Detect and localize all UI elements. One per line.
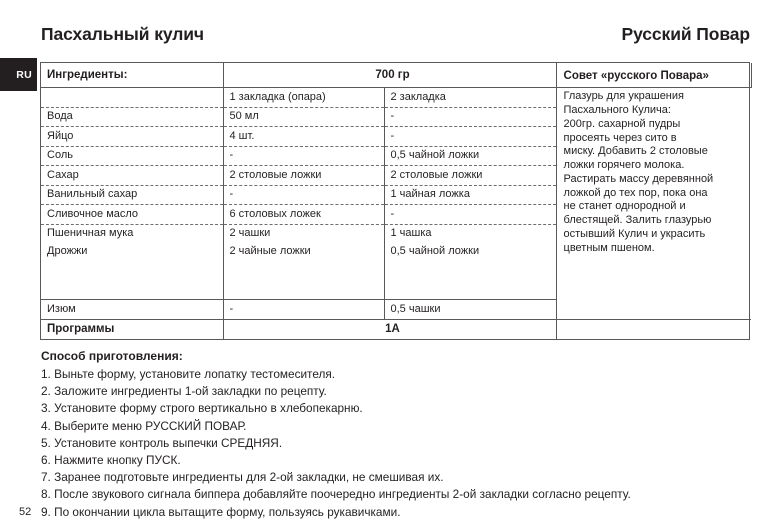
- language-tab-ru[interactable]: [0, 58, 37, 91]
- row-batch2: -: [384, 205, 556, 224]
- tip-line: остывший Кулич и украсить: [563, 227, 706, 240]
- row-name: Вода: [41, 107, 223, 126]
- row-name: Яйцо: [41, 127, 223, 146]
- spacer-cell: [41, 262, 223, 300]
- row-batch2: -: [384, 107, 556, 126]
- row-batch1: 2 чашки: [223, 224, 384, 243]
- spacer-cell: [223, 262, 384, 300]
- row-batch2: 1 чайная ложка: [384, 185, 556, 204]
- row-batch2: 1 чашка: [384, 224, 556, 243]
- tip-line: просеять через сито в: [563, 131, 677, 144]
- row-batch1: 6 столовых ложек: [223, 205, 384, 224]
- row-name: Сахар: [41, 166, 223, 185]
- subheader-ingredients: [41, 88, 223, 107]
- header-ingredients: Ингредиенты:: [41, 63, 223, 88]
- subheader-batch1: 1 закладка (опара): [223, 88, 384, 107]
- tip-line: миску. Добавить 2 столовые: [563, 145, 708, 158]
- row-batch1: -: [223, 185, 384, 204]
- table-row-program: [41, 319, 751, 339]
- instruction-step: 7. Заранее подготовьте ингредиенты для 2-ой закладки, не смешивая их.: [41, 470, 444, 485]
- program-label: Программы: [41, 319, 223, 339]
- spacer-cell: [384, 262, 556, 300]
- table-row-raisin: [41, 300, 751, 319]
- tip-line: ложки горячего молока.: [563, 159, 685, 171]
- instructions-section: [41, 349, 761, 521]
- page-number: 52: [19, 506, 32, 518]
- row-name: Сливочное масло: [41, 205, 223, 224]
- instructions-list: [41, 366, 761, 521]
- program-value: 1А: [223, 319, 556, 339]
- instruction-step: 5. Установите контроль выпечки СРЕДНЯЯ.: [41, 435, 283, 450]
- instruction-step: 3. Установите форму строго вертикально в хлебопекарню.: [41, 401, 363, 416]
- tip-empty-cell-2: [556, 319, 751, 339]
- row-batch1: 50 мл: [223, 107, 384, 126]
- row-batch2: 0,5 чашки: [384, 300, 556, 319]
- row-name: Пшеничная мука: [41, 224, 223, 243]
- brand-title: Русский Повар: [621, 24, 750, 44]
- row-batch1: -: [223, 300, 384, 319]
- instruction-step: 4. Выберите меню РУССКИЙ ПОВАР.: [41, 418, 247, 433]
- page-title: Пасхальный кулич: [41, 24, 204, 44]
- tip-line: цветным пшеном.: [563, 241, 655, 254]
- tip-line: не станет однородной и: [563, 200, 686, 213]
- instruction-step: 9. По окончании цикла вытащите форму, пользуясь рукавичками.: [41, 504, 401, 519]
- tip-line: Пасхального Кулича:: [563, 104, 671, 116]
- row-batch1: -: [223, 146, 384, 165]
- table-header-row: [41, 63, 751, 88]
- tip-line: Глазурь для украшения: [563, 90, 684, 103]
- instructions-heading: Способ приготовления:: [41, 349, 183, 363]
- row-batch2: 0,5 чайной ложки: [384, 146, 556, 165]
- header-weight: 700 гр: [223, 63, 556, 88]
- page-header: [0, 0, 784, 58]
- tip-line: 200гр. сахарной пудры: [563, 117, 681, 130]
- row-name: Изюм: [41, 300, 223, 319]
- tip-line: блестящей. Залить глазурью: [563, 214, 712, 226]
- tip-empty-cell: [556, 300, 751, 319]
- row-batch1: 2 столовые ложки: [223, 166, 384, 185]
- row-name: Ванильный сахар: [41, 185, 223, 204]
- ingredients-table: [40, 62, 750, 340]
- row-batch1: 2 чайные ложки: [223, 243, 384, 261]
- tip-cell: [556, 88, 751, 300]
- row-batch1: 4 шт.: [223, 127, 384, 146]
- language-tab-label: RU: [16, 68, 32, 81]
- instruction-step: 1. Выньте форму, установите лопатку тестомесителя.: [41, 367, 336, 381]
- row-name: Соль: [41, 146, 223, 165]
- row-batch2: 2 столовые ложки: [384, 166, 556, 185]
- row-batch2: -: [384, 127, 556, 146]
- instruction-step: 8. После звукового сигнала биппера добавляйте поочередно ингредиенты 2-ой закладки согласно рецепту.: [41, 487, 631, 502]
- header-tip: Совет «русского Повара»: [556, 63, 751, 88]
- instruction-step: 6. Нажмите кнопку ПУСК.: [41, 453, 181, 468]
- subheader-batch2: 2 закладка: [384, 88, 556, 107]
- instruction-step: 2. Заложите ингредиенты 1-ой закладки по рецепту.: [41, 384, 327, 399]
- row-batch2: 0,5 чайной ложки: [384, 243, 556, 261]
- tip-line: Растирать массу деревянной: [563, 172, 714, 185]
- table-subheader-row: [41, 88, 751, 107]
- tip-line: ложкой до тех пор, пока она: [563, 186, 708, 199]
- row-name: Дрожжи: [41, 243, 223, 261]
